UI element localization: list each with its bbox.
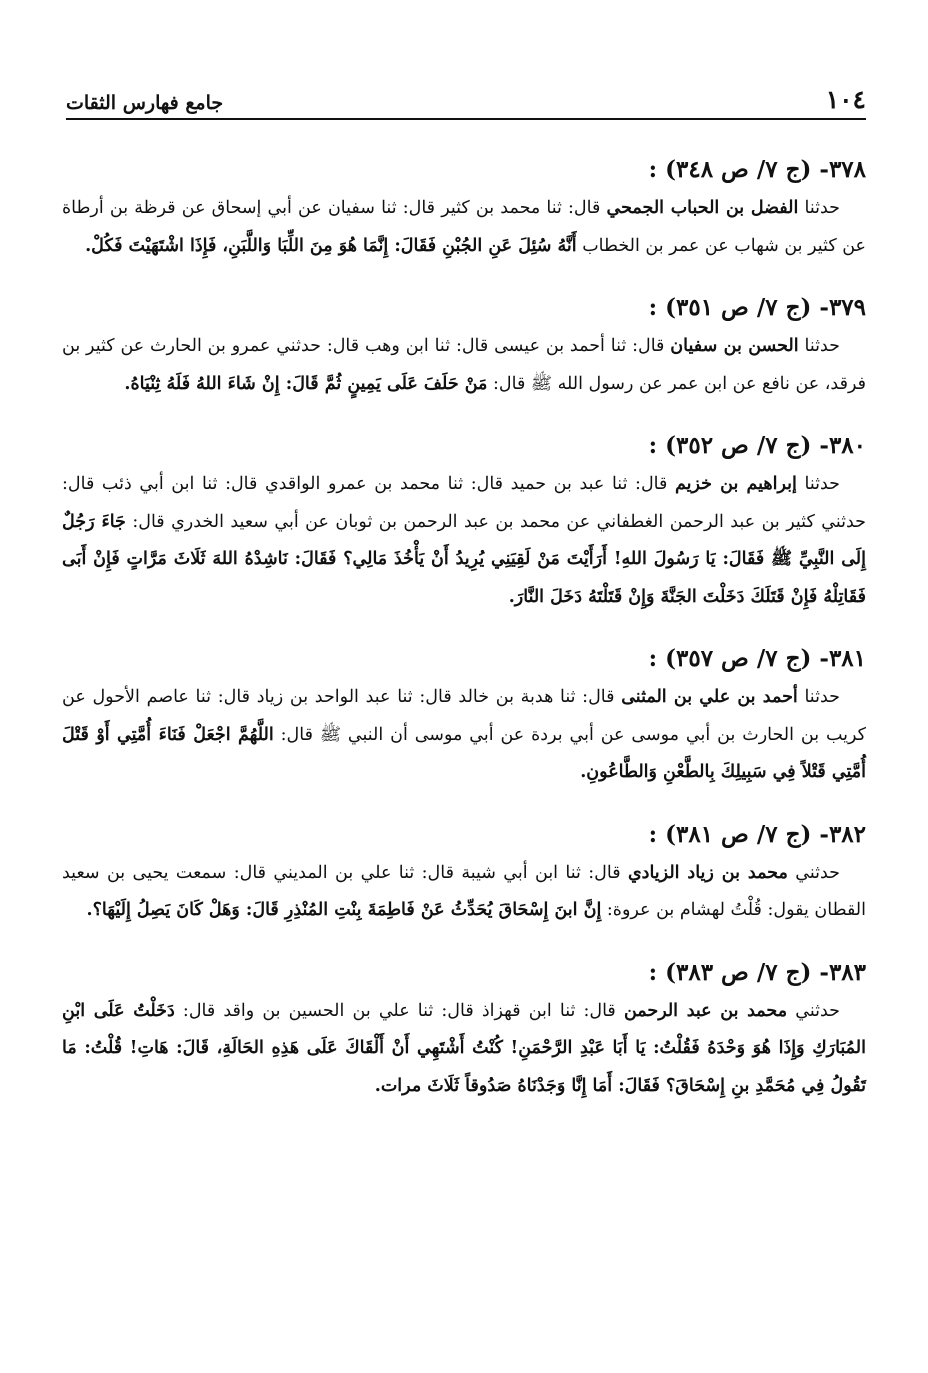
entry-heading: ٣٨٣- (ج ٧/ ص ٣٨٣) : (648, 958, 866, 986)
entry-381 (62, 639, 866, 792)
entry-text (62, 679, 866, 792)
isnad-chain: قال: ثنا عبد بن حميد قال: ثنا محمد بن عمرو الواقدي قال: ثنا ابن أبي ذئب قال: حدثني كثير بن عبد الرحمن الغطفاني عن محمد بن عبد الرحمن بن ثوبان عن أبي سعيد الخدري قال: (62, 474, 866, 532)
entry-intro: حدثنا (804, 474, 840, 494)
narrator-name: محمد بن زياد الزيادي (627, 862, 788, 883)
entry-intro: حدثنا (804, 336, 840, 356)
entry-380 (62, 426, 866, 616)
running-title: جامع فهارس الثقات (66, 92, 224, 114)
entry-text (62, 466, 866, 616)
entry-382 (62, 815, 866, 930)
hadith-text: إِنَّ ابنَ إِسْحَاقَ يُحَدِّثُ عَنْ فَاطِمَةَ بِنْتِ المُنْذِرِ قَالَ: وَهَلْ كَانَ يَصِلُ إِلَيْهَا؟. (86, 900, 602, 920)
entry-intro: حدثني (795, 1000, 840, 1021)
hadith-text: جَاءَ رَجُلٌ إِلَى النَّبِيِّ ﷺ فَقَالَ: يَا رَسُولَ اللهِ! أَرَأَيْتَ مَنْ لَقِيَنِي يُرِيدُ أَنْ يَأْخُذَ مَالِي؟ فَقَالَ: نَاشِدْهُ اللهَ ثَلَاثَ مَرَّاتٍ فَإِنْ أَبَى فَقَاتِلْهُ فَإِنْ قَتَلَكَ دَخَلْتَ الجَنَّةَ وَإِنْ قَتَلْتَهُ دَخَلَ النَّارَ. (62, 511, 866, 607)
entry-383 (62, 953, 866, 1106)
hadith-text: مَنْ حَلَفَ عَلَى يَمِينٍ ثُمَّ قَالَ: إِنْ شَاءَ اللهُ فَلَهُ ثِنْيَاهُ. (124, 373, 488, 394)
hadith-text: اللَّهُمَّ اجْعَلْ فَنَاءَ أُمَّتِي أَوْ قَتْلَ أُمَّتِي قَتْلاً فِي سَبِيلِكَ بِالطَّعْنِ وَالطَّاعُونِ. (62, 724, 866, 782)
isnad-chain: قال: ثنا أحمد بن عيسى قال: ثنا ابن وهب قال: حدثني عمرو بن الحارث عن كثير بن فرقد، عن نافع عن ابن عمر عن رسول الله ﷺ قال: (62, 336, 866, 394)
isnad-chain: قال: ثنا ابن قهزاذ قال: ثنا علي بن الحسين بن واقد قال: (182, 1000, 616, 1021)
entry-text (62, 190, 866, 265)
narrator-name: الفضل بن الحباب الجمحي (606, 198, 799, 218)
entry-text (62, 328, 866, 403)
hadith-text: أَنَّهُ سُئِلَ عَنِ الجُبْنِ فَقَالَ: إِنَّمَا هُوَ مِنَ اللِّبَا وَاللَّبَنِ، فَإِذَا اشْتَهَيْتَ فَكُلْ. (85, 235, 577, 256)
entry-379 (62, 288, 866, 403)
entry-heading: ٣٨٢- (ج ٧/ ص ٣٨١) : (648, 820, 866, 848)
isnad-chain: قال: ثنا هدبة بن خالد قال: ثنا عبد الواحد بن زياد قال: ثنا عاصم الأحول عن كريب بن الحارث بن أبي موسى عن أبي بردة عن أبي موسى أن النبي ﷺ قال: (62, 687, 866, 745)
entry-heading: ٣٨١- (ج ٧/ ص ٣٥٧) : (648, 645, 866, 672)
entry-heading: ٣٧٨- (ج ٧/ ص ٣٤٨) : (648, 156, 866, 183)
hadith-text: دَخَلْتُ عَلَى ابْنِ المُبَارَكِ وَإِذَا هُوَ وَحْدَهُ فَقُلْتُ: يَا أَبَا عَبْدِ الرَّحْمَنِ! كُنْتُ أَشْتَهِي أَنْ أَلْقَاكَ عَلَى هَذِهِ الحَالَةِ، قَالَ: هَاتِ! قُلْتُ: مَا تَقُولُ فِي مُحَمَّدِ بنِ إِسْحَاقَ؟ فَقَالَ: أَمَا إِنَّا وَجَدْنَاهُ صَدُوقاً ثَلَاثَ مرات. (62, 1000, 866, 1096)
entry-378 (62, 150, 866, 265)
entry-text (62, 855, 866, 930)
entry-intro: حدثنا (804, 687, 840, 707)
page-header (66, 84, 866, 114)
isnad-chain: قال: ثنا محمد بن كثير قال: ثنا سفيان عن أبي إسحاق عن قرظة بن أرطاة عن كثير بن شهاب عن عمر بن الخطاب (62, 198, 866, 256)
entry-heading: ٣٧٩- (ج ٧/ ص ٣٥١) : (648, 294, 866, 321)
isnad-chain: قال: ثنا ابن أبي شيبة قال: ثنا علي بن المديني قال: سمعت يحيى بن سعيد القطان يقول: قُلْتُ لهشام بن عروة: (62, 862, 866, 920)
page-number: ١٠٤ (825, 85, 866, 114)
narrator-name: أحمد بن علي بن المثنى (621, 687, 798, 707)
entry-text (62, 993, 866, 1106)
header-rule (66, 118, 866, 120)
entry-intro: حدثني (795, 862, 840, 883)
narrator-name: محمد بن عبد الرحمن (623, 1000, 788, 1021)
narrator-name: إبراهيم بن خزيم (675, 474, 797, 494)
entry-heading: ٣٨٠- (ج ٧/ ص ٣٥٢) : (648, 432, 866, 459)
page-content (62, 150, 866, 1128)
narrator-name: الحسن بن سفيان (670, 336, 799, 356)
entry-intro: حدثنا (804, 198, 841, 218)
